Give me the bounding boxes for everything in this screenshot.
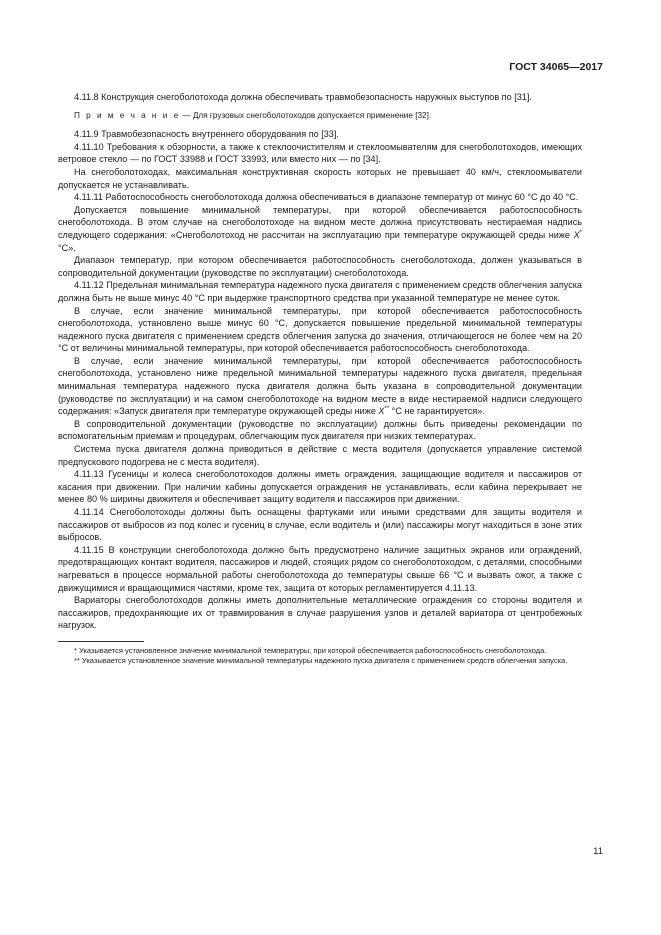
x-variable: X (573, 229, 580, 240)
start-temp-inscription-text: В случае, если значение минимальной температуры, при которой обеспечивается работоспособность снегоболотохода, установлено ниже предельной минимальной температуры надежного пуска двигателя, предельная минимальная температура надежного пуска двигателя должна быть указана в сопроводительной документации (руководстве по эксплуатации) и на самом снегоболотоходе на видном месте в виде нестираемой надписи следующего содержания: «Запуск двигателя при температуре окружающей среды ниже (58, 355, 582, 417)
footnote-1: * Указывается установленное значение минимальной температуры, при которой обеспечивается работоспособность снегоболотохода. (74, 645, 547, 655)
note-label: П р и м е ч а н и е (74, 110, 181, 120)
paragraph-4-11-13: 4.11.13 Гусеницы и колеса снегоболотоходов должны иметь ограждения, защищающие водителя и пассажиров от касания при движении. При наличии кабины допускается ограждения не устанавливать, если кабина перекрывает не менее 80 % ширины движителя и обеспечивает защиту водителя и пассажиров при движении. (58, 469, 582, 505)
paragraph-4-11-9: 4.11.9 Травмобезопасность внутреннего оборудования по [33]. (74, 129, 339, 140)
body-text (58, 91, 582, 666)
paragraph-4-11-10: 4.11.10 Требования к обзорности, а также к стеклоочистителям и стеклоомывателям для снегоболотоходов, имеющих ветровое стекло — по ГОСТ 33988 и ГОСТ 33993, или вместо них — по [34]. (58, 141, 582, 165)
paragraph-min-temp-inscription (58, 204, 582, 254)
note-text: — Для грузовых снегоболотоходов допускается применение [32]. (180, 110, 432, 120)
footnote-ref-2: ** (384, 406, 390, 413)
paragraph-windshield-washers: На снегоболотоходах, максимальная конструктивная скорость которых не превышает 40 км/ч, стеклоомыватели допускается не устанавливать. (58, 166, 582, 190)
footnote-ref-1: * (579, 229, 582, 236)
min-temp-inscription-tail: °С». (58, 242, 76, 253)
start-temp-inscription-tail: °С не гарантируется». (389, 406, 485, 417)
paragraph-variators: Вариаторы снегоболотоходов должны иметь дополнительные металлические ограждения со стороны водителя и пассажиров, предохраняющие их от травмирования в случае разрушения узлов и деталей вариатора от центробежных нагрузок. (58, 595, 582, 631)
document-id-header: ГОСТ 34065—2017 (509, 61, 603, 73)
x-variable-2: X (378, 406, 385, 417)
paragraph-start-temp-increase: В случае, если значение минимальной температуры, при которой обеспечивается работоспособность снегоболотохода, установлено выше минус 60 °С, допускается повышение предельной минимальной температуры надежного пуска двигателя с применением средств облегчения запуска до значения, отличающегося не более чем на 20 °С от величины минимальной температуры, при которой обеспечивается работоспособность снегоболотохода. (58, 305, 582, 354)
paragraph-4-11-14: 4.11.14 Снегоболотоходы должны быть оснащены фартуками или иными средствами для защиты водителя и пассажиров от выбросов из под колес и гусениц в случае, если водитель и (или) пассажиры могут находиться в зоне этих выбросов. (58, 507, 582, 543)
paragraph-start-temp-inscription (58, 355, 582, 418)
footnote-separator (58, 641, 144, 642)
footnote-2: ** Указывается установленное значение минимальной температуры надежного пуска двигателя с применением средств облегчения запуска. (74, 656, 568, 666)
note-paragraph (58, 110, 582, 123)
paragraph-low-temp-recommendations: В сопроводительной документации (руководстве по эксплуатации) должны быть приведены рекомендации по вспомогательным приемам и процедурам, облегчающим пуск двигателя при низких температурах. (58, 418, 582, 442)
paragraph-4-11-11: 4.11.11 Работоспособность снегоболотохода должна обеспечиваться в диапазоне температур от минус 60 °С до 40 °С. (74, 192, 579, 203)
paragraph-start-system: Система пуска двигателя должна приводиться в действие с места водителя (допускается управление системой предпускового подогрева не с места водителя). (58, 444, 582, 467)
paragraph-4-11-8: 4.11.8 Конструкция снегоболотохода должна обеспечивать травмобезопасность наружных выступов по [31]. (74, 92, 532, 102)
min-temp-inscription-text: Допускается повышение минимальной температуры, при которой обеспечивается работоспособность снегоболотохода. В этом случае на снегоболотоходе на видном месте должна присутствовать нестираемая надпись следующего содержания: «Снегоболотоход не рассчитан на эксплуатацию при температуре окружающей среды ниже (58, 204, 582, 240)
paragraph-temp-range-docs: Диапазон температур, при котором обеспечивается работоспособность снегоболотохода, должен указываться в сопроводительной документации (руководстве по эксплуатации) снегоболотохода. (58, 255, 582, 278)
paragraph-4-11-15: 4.11.15 В конструкции снегоболотохода должно быть предусмотрено наличие защитных экранов или ограждений, предотвращающих контакт водителя, пассажиров и людей, стоящих рядом со снегоболотоходом, с деталями, способными нагреваться в процессе нормальной работы снегоболотохода до температуры свыше 66 °С и вызвать ожог, а также с движущимися и вращающимися частями, кроме тех, защита от которых регламентируется 4.11.13. (58, 544, 582, 593)
page-number: 11 (593, 846, 603, 857)
paragraph-4-11-12: 4.11.12 Предельная минимальная температура надежного пуска двигателя с применением средств облегчения запуска должна быть не выше минус 40 °С при выдержке транспортного средства при указанной температуре не менее суток. (58, 280, 582, 303)
